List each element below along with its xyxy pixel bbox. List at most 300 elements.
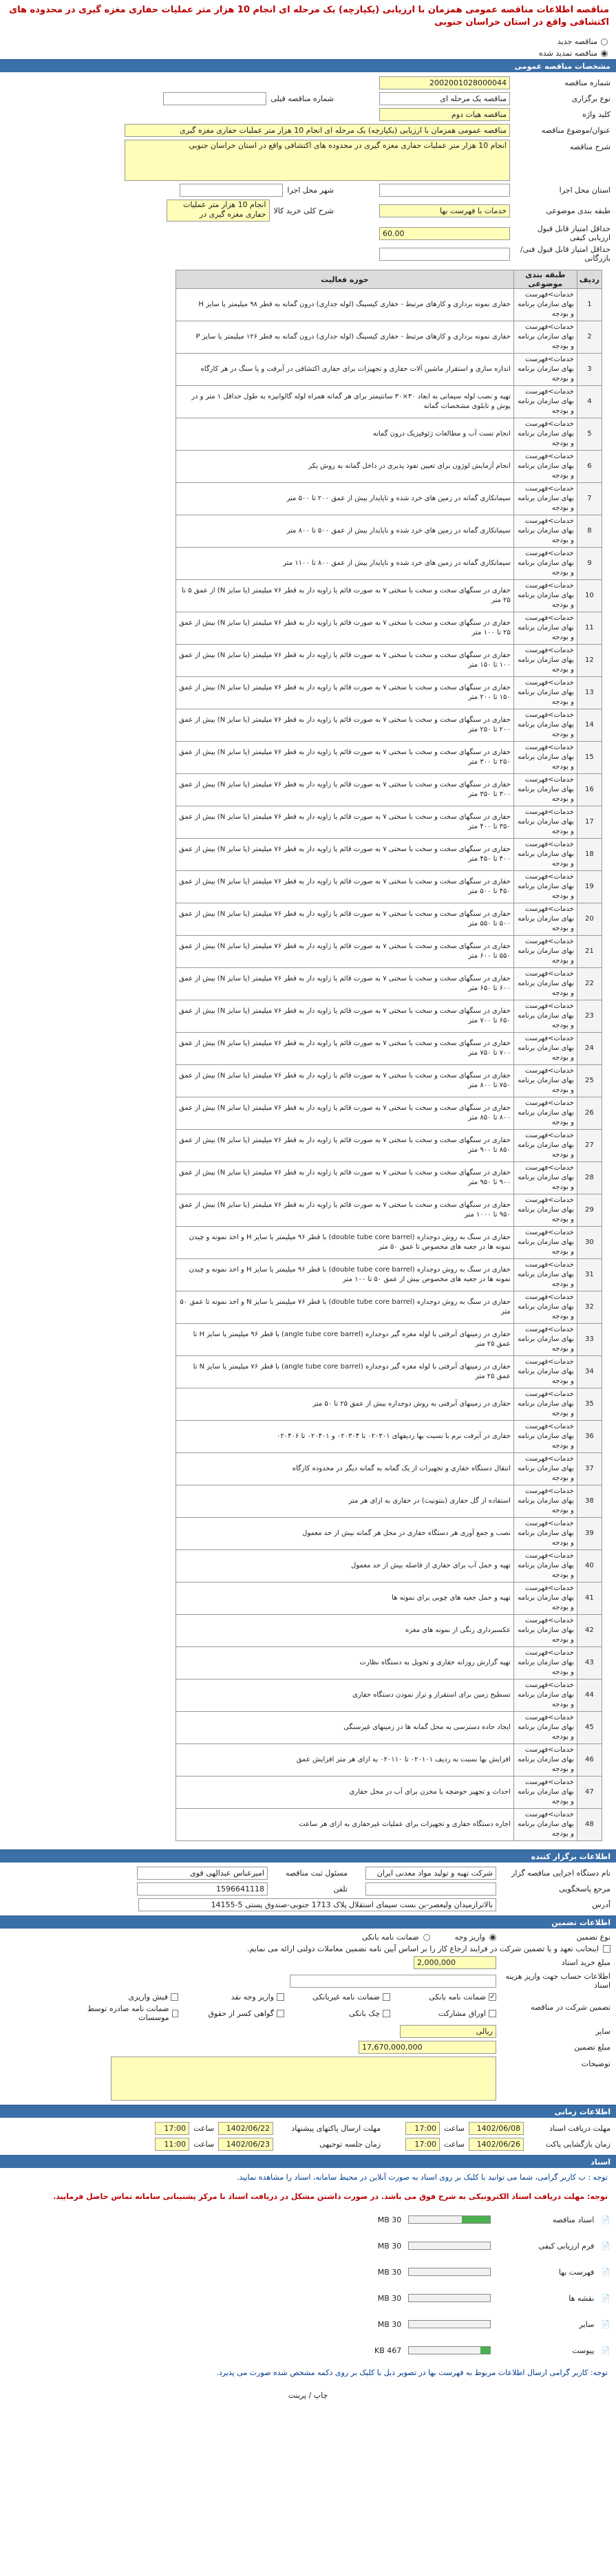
row-number: 37	[577, 1453, 602, 1485]
row-category: خدمات>فهرست بهای سازمان برنامه و بودجه	[513, 742, 577, 774]
radio-extended-indicator[interactable]	[601, 50, 608, 57]
row-category: خدمات>فهرست بهای سازمان برنامه و بودجه	[513, 483, 577, 515]
table-row	[176, 774, 602, 806]
deposit-method-item[interactable]	[287, 1993, 390, 2001]
file-icon[interactable]: 📄	[601, 2293, 610, 2303]
table-row	[176, 1647, 602, 1679]
prev-number-field[interactable]	[163, 92, 266, 105]
section-files: اسناد	[0, 2155, 616, 2168]
section-general: مشخصات مناقصه عمومی	[0, 59, 616, 72]
publish-date[interactable]: 1402/06/08	[469, 2122, 524, 2135]
category-label: طبقه بندی موضوعی	[546, 206, 610, 215]
address-field[interactable]: بالاترازمیدان ولیعصر-بن بست سیمای استقلال پلاک 1713 جنوبی-صندوق پستی 5-14155	[138, 1898, 496, 1911]
deposit-method-checkbox[interactable]	[489, 2010, 496, 2017]
row-number: 36	[577, 1421, 602, 1453]
radio-new[interactable]	[8, 36, 608, 47]
table-row	[176, 1712, 602, 1744]
brief-field[interactable]: انجام 10 هزار متر عملیات حفاری مغزه گیری در	[167, 200, 270, 222]
table-header-row-number: ردیف	[577, 270, 602, 289]
row-category: خدمات>فهرست بهای سازمان برنامه و بودجه	[513, 1227, 577, 1259]
row-category: خدمات>فهرست بهای سازمان برنامه و بودجه	[513, 1712, 577, 1744]
row-number: 44	[577, 1679, 602, 1712]
table-row	[176, 1518, 602, 1550]
row-category: خدمات>فهرست بهای سازمان برنامه و بودجه	[513, 1518, 577, 1550]
table-row	[176, 386, 602, 418]
row-activity: حفاری در سنگهای سخت و سخت با سختی ۷ به صورت قائم یا زاویه دار به قطر ۷۶ میلیمتر (یا سایز N) بیش از عمق ۷۵۰ تا ۸۰۰ متر	[176, 1065, 514, 1097]
row-number: 29	[577, 1194, 602, 1227]
row-number: 26	[577, 1097, 602, 1130]
row-activity: حفاری در سنگهای سخت و سخت با سختی ۷ به صورت قائم یا زاویه دار به قطر ۷۶ میلیمتر (یا سایز N) بیش از عمق ۳۰۰ تا ۳۵۰ متر	[176, 774, 514, 806]
table-row	[176, 483, 602, 515]
row-category: خدمات>فهرست بهای سازمان برنامه و بودجه	[513, 774, 577, 806]
file-size: 30 MB	[377, 2241, 402, 2251]
row-number: 22	[577, 968, 602, 1000]
row-number: 35	[577, 1388, 602, 1421]
contact-field[interactable]: امیرعباس عبدالهی قوی	[137, 1867, 268, 1880]
row-category: خدمات>فهرست بهای سازمان برنامه و بودجه	[513, 580, 577, 612]
valid-time[interactable]: 11:00	[155, 2138, 189, 2151]
table-row	[176, 1809, 602, 1841]
file-icon[interactable]: 📄	[601, 2241, 610, 2251]
deposit-method-item[interactable]	[287, 2004, 390, 2022]
file-row	[0, 2311, 616, 2337]
table-header-activity: حوزه فعالیت	[176, 270, 514, 289]
row-category: خدمات>فهرست بهای سازمان برنامه و بودجه	[513, 871, 577, 903]
row-activity: حفاری در زمینهای آبرفتی با لوله مغزه گیر دوجداره (angle tube core barrel) با قطر ۹۶ میلیمتر یا سایز H تا عمق ۲۵ متر	[176, 1324, 514, 1356]
deposit-method-checkbox[interactable]	[383, 1993, 390, 2001]
deposit-method-label: اوراق مشارکت	[438, 2008, 486, 2018]
row-number: 11	[577, 612, 602, 645]
table-row	[176, 548, 602, 580]
files-list	[0, 2207, 616, 2363]
row-number: 5	[577, 418, 602, 451]
row-number: 41	[577, 1582, 602, 1615]
deposit-method-checkbox[interactable]	[383, 2010, 390, 2017]
table-row	[176, 1000, 602, 1033]
phone-field[interactable]: 1596641118	[137, 1882, 268, 1896]
row-category: خدمات>فهرست بهای سازمان برنامه و بودجه	[513, 677, 577, 709]
row-category: خدمات>فهرست بهای سازمان برنامه و بودجه	[513, 515, 577, 548]
row-category: خدمات>فهرست بهای سازمان برنامه و بودجه	[513, 548, 577, 580]
min-tech-field[interactable]	[379, 248, 510, 261]
radio-cash[interactable]	[489, 1934, 496, 1941]
row-category: خدمات>فهرست بهای سازمان برنامه و بودجه	[513, 1679, 577, 1712]
table-row	[176, 1485, 602, 1518]
row-activity: حفاری نمونه برداری و کارهای مرتبط - حفاری کیسینگ (لوله جداری) درون گمانه به قطر ۱۲۶ میلیمتر یا سایز P	[176, 321, 514, 354]
fee-field[interactable]	[290, 1975, 496, 1988]
valid-label: زمان جلسه توجیهی	[319, 2140, 381, 2149]
table-row	[176, 839, 602, 871]
row-number: 33	[577, 1324, 602, 1356]
contact-label: مسئول ثبت مناقصه	[285, 1869, 348, 1878]
table-row	[176, 1194, 602, 1227]
row-activity: حفاری در سنگهای سخت و سخت با سختی ۷ به صورت قائم یا زاویه دار به قطر ۷۶ میلیمتر (یا سایز N) بیش از عمق ۱۵۰ تا ۲۰۰ متر	[176, 677, 514, 709]
row-number: 19	[577, 871, 602, 903]
deposit-method-label: واریز وجه نقد	[231, 1993, 274, 2001]
row-number: 39	[577, 1518, 602, 1550]
row-activity: سیمانکاری گمانه در زمین های خرد شده و ناپایدار بیش از عمق ۲۰۰ تا ۵۰۰ متر	[176, 483, 514, 515]
table-row	[176, 451, 602, 483]
file-name[interactable]: پیوست	[572, 2346, 595, 2355]
row-number: 34	[577, 1356, 602, 1388]
row-number: 8	[577, 515, 602, 548]
row-activity: افزایش بها نسبت به ردیف ۰۲۰۱۰۱ تا ۰۲۰۱۱۰ به ازای هر متر افزایش عمق	[176, 1744, 514, 1777]
row-activity: تهیه و حمل آب برای حفاری از فاصله بیش از حد معمول	[176, 1550, 514, 1582]
row-activity: سیمانکاری گمانه در زمین های خرد شده و ناپایدار بیش از عمق ۸۰۰ تا ۱۱۰۰ متر	[176, 548, 514, 580]
row-number: 48	[577, 1809, 602, 1841]
row-activity: احداث و تجهیز حوضچه یا مخزن برای آب در محل حفاری	[176, 1777, 514, 1809]
fee-label: اطلاعات حساب جهت واریز هزینه اسناد	[505, 1972, 610, 1990]
row-activity: حفاری در سنگهای سخت و سخت با سختی ۷ به صورت قائم یا زاویه دار به قطر ۷۶ میلیمتر (یا سایز N) بیش از عمق ۷۰۰ تا ۷۵۰ متر	[176, 1033, 514, 1065]
section-deposit: اطلاعات تضمین	[0, 1915, 616, 1929]
row-activity: حفاری در سنگهای سخت و سخت با سختی ۷ به صورت قائم یا زاویه دار به قطر ۷۶ میلیمتر (یا سایز N) بیش از عمق ۸۰۰ تا ۸۵۰ متر	[176, 1097, 514, 1130]
file-size: 30 MB	[377, 2215, 402, 2224]
row-category: خدمات>فهرست بهای سازمان برنامه و بودجه	[513, 1421, 577, 1453]
keyword-field[interactable]: مناقصه هیات دوم	[379, 108, 510, 121]
org-label: نام دستگاه اجرایی مناقصه گزار	[511, 1869, 610, 1878]
unit-field[interactable]	[365, 1882, 496, 1896]
deposit-desc-field[interactable]	[111, 2057, 496, 2101]
row-category: خدمات>فهرست بهای سازمان برنامه و بودجه	[513, 1033, 577, 1065]
offer-date[interactable]: 1402/06/22	[218, 2122, 273, 2135]
deposit-method-checkbox[interactable]	[277, 2010, 284, 2017]
unit-label: مرجع پاسخگویی	[559, 1885, 610, 1893]
row-number: 2	[577, 321, 602, 354]
row-number: 32	[577, 1291, 602, 1324]
row-number: 1	[577, 289, 602, 321]
row-activity: حفاری در سنگهای سخت و سخت با سختی ۷ به صورت قائم یا زاویه دار به قطر ۷۶ میلیمتر (یا سایز N) بیش از عمق ۶۵۰ تا ۷۰۰ متر	[176, 1000, 514, 1033]
row-category: خدمات>فهرست بهای سازمان برنامه و بودجه	[513, 1615, 577, 1647]
table-row	[176, 677, 602, 709]
offer-time[interactable]: 17:00	[155, 2122, 189, 2135]
price-field[interactable]: 2,000,000	[414, 1956, 496, 1969]
table-row	[176, 1550, 602, 1582]
file-name[interactable]: فرم ارزیابی کیفی	[538, 2241, 595, 2251]
file-name[interactable]: سایر	[579, 2319, 595, 2329]
row-activity: حفاری در سنگهای سخت و سخت با سختی ۷ به صورت قائم یا زاویه دار به قطر ۷۶ میلیمتر (یا سایز N) بیش از عمق ۲۰۰ تا ۲۵۰ متر	[176, 709, 514, 742]
row-category: خدمات>فهرست بهای سازمان برنامه و بودجه	[513, 936, 577, 968]
row-activity: انجام آزمایش لوژون برای تعیین نفوذ پذیری در داخل گمانه به روش پکر	[176, 451, 514, 483]
row-number: 30	[577, 1227, 602, 1259]
radio-extended[interactable]	[8, 47, 608, 59]
table-row	[176, 1679, 602, 1712]
row-activity: حفاری در سنگهای سخت و سخت با سختی ۷ به صورت قائم یا زاویه دار به قطر ۷۶ میلیمتر (یا سایز N) بیش از عمق ۹۵۰ تا ۱۰۰۰ متر	[176, 1194, 514, 1227]
row-activity: تهیه و نصب لوله سیمانی به ابعاد ۳۰×۳۰ سانتیمتر برای هر گمانه همراه لوله گالوانیزه به طول حداقل ۱ متر و در پوش و تابلوی مشخصات گمانه	[176, 386, 514, 418]
table-row	[176, 871, 602, 903]
deposit-method-label: فیش واریزی	[128, 1993, 168, 2001]
activity-table-body	[176, 289, 602, 1841]
row-number: 38	[577, 1485, 602, 1518]
file-progress-bar	[408, 2268, 491, 2276]
file-size: 30 MB	[377, 2293, 402, 2303]
row-activity: تسطیح زمین برای استقرار و تراز نمودن دستگاه حفاری	[176, 1679, 514, 1712]
row-number: 24	[577, 1033, 602, 1065]
file-progress-fill	[480, 2347, 490, 2354]
file-icon[interactable]: 📄	[601, 2267, 610, 2277]
deposit-method-checkbox[interactable]	[277, 1993, 284, 2001]
row-activity: حفاری در سنگهای سخت و سخت با سختی ۷ به صورت قائم یا زاویه دار به قطر ۷۶ میلیمتر (یا سایز N) از عمق ۵ تا ۲۵ متر	[176, 580, 514, 612]
row-category: خدمات>فهرست بهای سازمان برنامه و بودجه	[513, 418, 577, 451]
amount-field[interactable]: 17,670,000,000	[359, 2041, 496, 2054]
file-row	[0, 2207, 616, 2233]
deposit-method-label: چک بانکی	[349, 2008, 380, 2018]
table-row	[176, 806, 602, 839]
table-row	[176, 1582, 602, 1615]
table-row	[176, 1421, 602, 1453]
open-time[interactable]: 17:00	[405, 2138, 440, 2151]
row-number: 21	[577, 936, 602, 968]
tender-type-field[interactable]: مناقصه یک مرحله ای	[379, 92, 510, 105]
deposit-method-item[interactable]	[75, 2004, 178, 2022]
general-block	[0, 72, 616, 267]
table-row	[176, 742, 602, 774]
province-field[interactable]	[379, 184, 510, 197]
radio-guarantee[interactable]	[423, 1934, 430, 1941]
row-number: 9	[577, 548, 602, 580]
subject-label: عنوان/موضوع مناقصه	[541, 126, 610, 135]
row-activity: حفاری در سنگهای سخت و سخت با سختی ۷ به صورت قائم یا زاویه دار به قطر ۷۶ میلیمتر (یا سایز N) بیش از عمق ۲۵ تا ۱۰۰ متر	[176, 612, 514, 645]
amount-label: مبلغ تضمین	[574, 2043, 610, 2052]
radio-extended-label: مناقصه تمدید شده	[538, 49, 597, 58]
org-field[interactable]: شرکت تهیه و تولید مواد معدنی ایران	[365, 1867, 496, 1880]
file-name[interactable]: اسناد مناقصه	[552, 2215, 595, 2224]
number-label: شماره مناقصه	[564, 78, 610, 87]
row-number: 42	[577, 1615, 602, 1647]
row-activity: عکسبرداری رنگی از نمونه های مغزه	[176, 1615, 514, 1647]
radio-guarantee-label: ضمانت نامه بانکی	[361, 1933, 419, 1942]
other-field[interactable]: ریالی	[400, 2025, 496, 2038]
file-progress-bar	[408, 2242, 491, 2250]
note-red: توجه: مهلت دریافت اسناد الکترونیکی به شرح فوق می باشد. در صورت داشتن مشکل در دریافت اسناد با مرکز پشتیبانی سامانه تماس حاصل فرمایید.	[53, 2192, 608, 2201]
table-row	[176, 1324, 602, 1356]
row-number: 31	[577, 1259, 602, 1291]
deposit-method-item[interactable]	[393, 2004, 496, 2022]
row-number: 25	[577, 1065, 602, 1097]
file-icon[interactable]: 📄	[601, 2319, 610, 2329]
table-row	[176, 968, 602, 1000]
row-category: خدمات>فهرست بهای سازمان برنامه و بودجه	[513, 645, 577, 677]
deposit-method-item[interactable]	[181, 1993, 284, 2001]
city-field[interactable]	[180, 184, 283, 197]
row-number: 47	[577, 1777, 602, 1809]
row-category: خدمات>فهرست بهای سازمان برنامه و بودجه	[513, 1550, 577, 1582]
deposit-method-item[interactable]	[393, 1993, 496, 2001]
table-row	[176, 1162, 602, 1194]
row-category: خدمات>فهرست بهای سازمان برنامه و بودجه	[513, 806, 577, 839]
row-number: 3	[577, 354, 602, 386]
table-row	[176, 1615, 602, 1647]
table-row	[176, 289, 602, 321]
table-row	[176, 418, 602, 451]
note-blue-1: توجه : ب کاربر گرامی، شما می توانید با کلیک بر روی اسناد به صورت آنلاین در محیط سامانه، اسناد را مشاهده نمایید.	[236, 2173, 608, 2182]
row-category: خدمات>فهرست بهای سازمان برنامه و بودجه	[513, 1000, 577, 1033]
row-number: 13	[577, 677, 602, 709]
row-activity: حفاری در سنگهای سخت و سخت با سختی ۷ به صورت قائم یا زاویه دار به قطر ۷۶ میلیمتر (یا سایز N) بیش از عمق ۶۰۰ تا ۶۵۰ متر	[176, 968, 514, 1000]
deposit-method-label: ضمانت نامه صادره توسط موسسات	[87, 2004, 169, 2022]
deposit-method-item[interactable]	[75, 1993, 178, 2001]
row-category: خدمات>فهرست بهای سازمان برنامه و بودجه	[513, 1388, 577, 1421]
row-category: خدمات>فهرست بهای سازمان برنامه و بودجه	[513, 1777, 577, 1809]
file-size: 30 MB	[377, 2319, 402, 2329]
table-row	[176, 354, 602, 386]
row-category: خدمات>فهرست بهای سازمان برنامه و بودجه	[513, 1324, 577, 1356]
row-category: خدمات>فهرست بهای سازمان برنامه و بودجه	[513, 1097, 577, 1130]
row-category: خدمات>فهرست بهای سازمان برنامه و بودجه	[513, 1259, 577, 1291]
deposit-method-item[interactable]	[181, 2004, 284, 2022]
table-row	[176, 709, 602, 742]
phone-label: تلفن	[333, 1885, 348, 1893]
row-number: 43	[577, 1647, 602, 1679]
deposit-method-label: ضمانت نامه غیربانکی	[312, 1993, 380, 2001]
tender-status-radios	[0, 32, 616, 59]
dates-block: مهلت دریافت اسناد 1402/06/08 ساعت 17:00 مهلت ارسال پاکتهای پیشنهاد 1402/06/22 ساعت 17:00 زمان بازگشایی پاکت 1402/06/26 ساعت 17:00 زمان جلسه توجیهی 1402/06/23 ساعت 11:00	[0, 2118, 616, 2155]
row-category: خدمات>فهرست بهای سازمان برنامه و بودجه	[513, 1647, 577, 1679]
table-row	[176, 903, 602, 936]
row-number: 18	[577, 839, 602, 871]
table-row	[176, 1227, 602, 1259]
row-number: 40	[577, 1550, 602, 1582]
row-number: 45	[577, 1712, 602, 1744]
publish-label: مهلت دریافت اسناد	[549, 2124, 610, 2133]
tender-number-field[interactable]: 2002001028000044	[379, 76, 510, 89]
row-number: 15	[577, 742, 602, 774]
file-progress-bar	[408, 2320, 491, 2328]
row-activity: حفاری در سنگهای سخت و سخت با سختی ۷ به صورت قائم یا زاویه دار به قطر ۷۶ میلیمتر (یا سایز N) بیش از عمق ۳۵۰ تا ۴۰۰ متر	[176, 806, 514, 839]
category-field[interactable]: خدمات با فهرست بها	[379, 204, 510, 217]
file-progress-fill	[462, 2216, 490, 2223]
row-category: خدمات>فهرست بهای سازمان برنامه و بودجه	[513, 968, 577, 1000]
row-category: خدمات>فهرست بهای سازمان برنامه و بودجه	[513, 1453, 577, 1485]
file-name[interactable]: نقشه ها	[569, 2293, 595, 2303]
table-row	[176, 1744, 602, 1777]
row-activity: انجام تست آب و مطالعات ژئوفیزیک درون گمانه	[176, 418, 514, 451]
row-activity: حفاری در سنگ به روش دوجداره (double tube core barrel) با قطر ۹۶ میلیمتر یا سایز H و اخذ نمونه و چیدن نمونه ها در جعبه های مخصوص تا عمق ۵۰ متر	[176, 1227, 514, 1259]
activity-table	[176, 270, 602, 1841]
deposit-method-label: گواهی کسر از حقوق	[208, 2008, 274, 2018]
file-progress-bar	[408, 2215, 491, 2224]
file-row	[0, 2259, 616, 2285]
row-activity: تهیه گزارش روزانه حفاری و تحویل به دستگاه نظارت	[176, 1647, 514, 1679]
table-row	[176, 1356, 602, 1388]
deposit-desc-label: توضیحات	[581, 2059, 610, 2068]
note-blue-2: توجه: کاربر گرامی ارسال اطلاعات مربوط به فهرست بها در تصویر ذیل با کلیک بر روی دکمه مشخص شده صورت می پذیرد.	[216, 2368, 608, 2377]
row-category: خدمات>فهرست بهای سازمان برنامه و بودجه	[513, 1291, 577, 1324]
type-label: نوع برگزاری	[571, 94, 610, 103]
row-number: 27	[577, 1130, 602, 1162]
file-icon[interactable]: 📄	[601, 2215, 610, 2224]
print-link[interactable]: چاپ / پرینت	[288, 2391, 328, 2400]
row-category: خدمات>فهرست بهای سازمان برنامه و بودجه	[513, 1162, 577, 1194]
radio-cash-label: واریز وجه	[454, 1933, 485, 1942]
valid-date[interactable]: 1402/06/23	[218, 2138, 273, 2151]
table-header-category: طبقه بندی موضوعی	[513, 270, 577, 289]
row-number: 7	[577, 483, 602, 515]
row-activity: حفاری در سنگهای سخت و سخت با سختی ۷ به صورت قائم یا زاویه دار به قطر ۷۶ میلیمتر (یا سایز N) بیش از عمق ۲۵۰ تا ۳۰۰ متر	[176, 742, 514, 774]
row-activity: حفاری در سنگ به روش دوجداره (double tube core barrel) با قطر ۹۶ میلیمتر یا سایز H و اخذ نمونه و چیدن نمونه ها در جعبه های مخصوص بیش از عمق ۵۰ تا ۱۰۰ متر	[176, 1259, 514, 1291]
deposit-method-label: ضمانت نامه بانکی	[429, 1993, 486, 2001]
brief-label: شرح کلی خرید کالا	[273, 206, 334, 215]
row-number: 23	[577, 1000, 602, 1033]
table-row	[176, 1097, 602, 1130]
row-activity: حفاری در آبرفت نرم با نسبت بها ردیفهای ۰۲۰۳۰۱ تا ۰۲۰۳۰۴ و ۰۲۰۴۰۱ تا ۰۲۰۴۰۶	[176, 1421, 514, 1453]
row-category: خدمات>فهرست بهای سازمان برنامه و بودجه	[513, 1485, 577, 1518]
code-label: کلید واژه	[582, 110, 610, 119]
offer-label: مهلت ارسال پاکتهای پیشنهاد	[291, 2124, 381, 2133]
row-activity: حفاری در سنگهای سخت و سخت با سختی ۷ به صورت قائم یا زاویه دار به قطر ۷۶ میلیمتر (یا سایز N) بیش از عمق ۴۵۰ تا ۵۰۰ متر	[176, 871, 514, 903]
row-category: خدمات>فهرست بهای سازمان برنامه و بودجه	[513, 354, 577, 386]
row-category: خدمات>فهرست بهای سازمان برنامه و بودجه	[513, 289, 577, 321]
radio-new-label: مناقصه جدید	[557, 37, 597, 46]
price-label: مبلغ خرید اسناد	[561, 1958, 610, 1967]
row-number: 6	[577, 451, 602, 483]
table-row	[176, 936, 602, 968]
row-number: 28	[577, 1162, 602, 1194]
file-icon[interactable]: 📄	[601, 2346, 610, 2355]
row-category: خدمات>فهرست بهای سازمان برنامه و بودجه	[513, 1744, 577, 1777]
desc-label: شرح مناقصه	[569, 142, 610, 151]
row-activity: نصب و جمع آوری هر دستگاه حفاری در محل هر گمانه بیش از حد معمول	[176, 1518, 514, 1550]
deposit-method-checkbox[interactable]	[172, 2010, 178, 2017]
row-number: 20	[577, 903, 602, 936]
other-label: سایر	[595, 2027, 610, 2036]
row-category: خدمات>فهرست بهای سازمان برنامه و بودجه	[513, 1809, 577, 1841]
file-size: 467 KB	[374, 2346, 402, 2355]
row-number: 14	[577, 709, 602, 742]
file-progress-bar	[408, 2346, 491, 2354]
row-category: خدمات>فهرست بهای سازمان برنامه و بودجه	[513, 1065, 577, 1097]
desc-field[interactable]: انجام 10 هزار متر عملیات حفاری مغزه گیری در محدوده های اکتشافی واقع در استان خراسان جنوبی	[125, 140, 510, 181]
table-row	[176, 645, 602, 677]
row-category: خدمات>فهرست بهای سازمان برنامه و بودجه	[513, 1356, 577, 1388]
row-activity: اجاره دستگاه حفاری و تجهیزات برای عملیات غیرحفاری به ازای هر ساعت	[176, 1809, 514, 1841]
table-row	[176, 612, 602, 645]
min-quality-field[interactable]: 60.00	[379, 227, 510, 240]
row-category: خدمات>فهرست بهای سازمان برنامه و بودجه	[513, 903, 577, 936]
row-category: خدمات>فهرست بهای سازمان برنامه و بودجه	[513, 1194, 577, 1227]
subject-field[interactable]: مناقصه عمومی همزمان با ارزیابی (یکپارچه) یک مرحله ای انجام 10 هزار متر عملیات حفاری مغزه گیری	[125, 124, 510, 137]
min-quality-label: حداقل امتیاز قابل قبول ارزیابی کیفی	[537, 224, 610, 242]
table-row	[176, 580, 602, 612]
row-activity: حفاری در سنگهای سخت و سخت با سختی ۷ به صورت قائم یا زاویه دار به قطر ۷۶ میلیمتر (یا سایز N) بیش از عمق ۴۰۰ تا ۴۵۰ متر	[176, 839, 514, 871]
row-activity: حفاری نمونه برداری و کارهای مرتبط - حفاری کیسینگ (لوله جداری) درون گمانه به قطر ۹۸ میلیمتر یا سایز H	[176, 289, 514, 321]
commitment-text: اینجانب تعهد و یا تضمین شرکت در فرایند ارجاع کار را بر اساس آیین نامه تضمین معاملات دولتی ارائه می نمایم.	[246, 1944, 599, 1953]
city-label: شهر محل اجرا	[287, 186, 334, 195]
deposit-method-checkbox[interactable]	[171, 1993, 178, 2001]
publish-time[interactable]: 17:00	[405, 2122, 440, 2135]
table-row	[176, 1065, 602, 1097]
row-number: 10	[577, 580, 602, 612]
open-date[interactable]: 1402/06/26	[469, 2138, 524, 2151]
table-row	[176, 1291, 602, 1324]
deposit-method-checkbox[interactable]	[489, 1993, 496, 2001]
page-title: مناقصه اطلاعات مناقصه عمومی همزمان با ارزیابی (یکپارچه) یک مرحله ای انجام 10 هزار متر عملیات حفاری مغزه گیری در محدوده های اکتشافی واقع در استان خراسان جنوبی	[0, 0, 616, 32]
section-dates: اطلاعات زمانی	[0, 2105, 616, 2118]
radio-new-indicator[interactable]	[601, 39, 608, 45]
deposit-block	[0, 1929, 616, 2105]
deposit-type-label: نوع تضمین	[576, 1933, 610, 1942]
table-row	[176, 515, 602, 548]
table-row	[176, 1259, 602, 1291]
commitment-checkbox[interactable]	[603, 1945, 610, 1953]
table-row	[176, 1777, 602, 1809]
row-activity: حفاری در سنگ به روش دوجداره (double tube core barrel) با قطر ۷۶ میلیمتر یا سایز N و اخذ نمونه تا عمق ۵۰ متر	[176, 1291, 514, 1324]
row-activity: حفاری در سنگهای سخت و سخت با سختی ۷ به صورت قائم یا زاویه دار به قطر ۷۶ میلیمتر (یا سایز N) بیش از عمق ۵۰۰ تا ۵۵۰ متر	[176, 903, 514, 936]
row-activity: انتقال دستگاه حفاری و تجهیزات از یک گمانه به گمانه دیگر در محدوده کارگاه	[176, 1453, 514, 1485]
row-number: 4	[577, 386, 602, 418]
table-row	[176, 1453, 602, 1485]
table-row	[176, 1388, 602, 1421]
file-name[interactable]: فهرست بها	[558, 2267, 595, 2277]
